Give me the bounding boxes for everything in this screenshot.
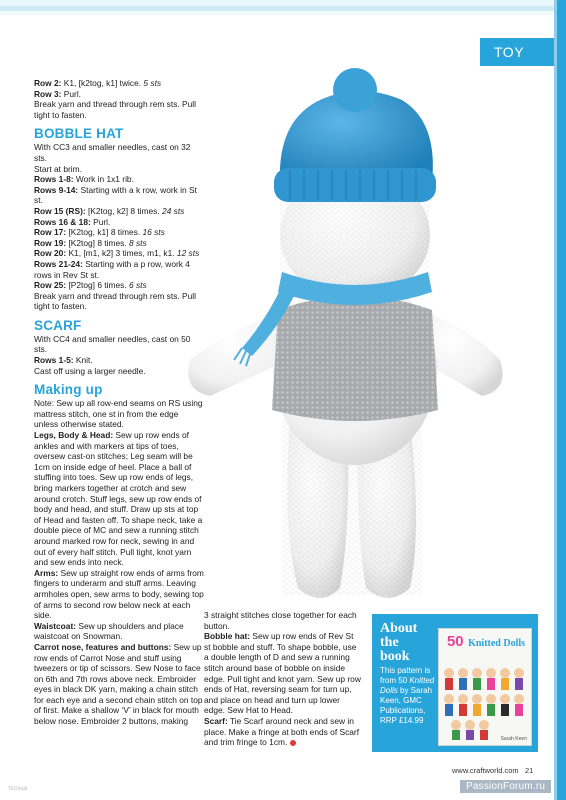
row-line: Break yarn and thread through rem sts. Pull tight to fasten. [34,290,196,312]
about-book-title: About the book [380,621,418,664]
about-book-text: This pattern is from 50 Knitted Dolls by Sarah Keen, GMC Publications, RRP £14.99 [380,666,435,725]
paragraph: Arms: Sew up straight row ends of arms from fingers to underarm and stuff arms. Leaving armholes open, sew arms to body, sewing top of arms to second row below neck at each side. [34,567,204,621]
row-line: Row 17: [K2tog, k1] 8 times. 16 sts [34,227,165,238]
row-line: With CC3 and smaller needles, cast on 32 sts. [34,142,191,163]
scarf-rows [34,334,204,376]
book-cover-image [438,628,532,746]
row-line: Break yarn and thread through rem sts. Pull tight to fasten. [34,99,196,120]
watermark: PassionForum.ru [460,780,551,793]
bobble-hat-heading: BOBBLE HAT [34,126,124,142]
page-edge-bar [554,0,566,800]
making-up-col1 [34,398,204,726]
pattern-column-left [34,78,204,727]
pattern-column-right [204,610,362,748]
row-line: Start at brim. [34,163,82,174]
row-line: Rows 9-14: Starting with a k row, work in St st. [34,184,197,206]
snowman-photo [170,60,530,620]
paragraph: Bobble hat: Sew up row ends of Rev St st bobble and stuff. To shape bobble, use a double length of D and sew a running stitch around base of bobble on inside edge. Pull tight and knot yarn. Sew up row ends of Hat, reversing seam for turn up, and place on head and turn up lower edge. Sew Hat to Head. [204,631,361,716]
bobble-hat-rows [34,142,204,312]
row-line: Row 15 (RS): [K2tog, k2] 8 times. 24 sts [34,205,185,216]
footer-url: www.craftworld.com [452,766,519,775]
cover-dolls-illustration [439,629,533,747]
paragraph: Note: Sew up all row-end seams on RS using mattress stitch, one st in from the edge unless otherwise stated. [34,398,203,430]
row-line: Row 25: [P2tog] 6 times. 6 sts [34,280,147,291]
paragraph: Scarf: Tie Scarf around neck and sew in place. Make a fringe at both ends of Scarf and trim fringe to 1cm. [204,715,360,748]
cover-author: Sarah Keen [500,736,527,742]
paragraph: 3 straight stitches close together for each button. [204,610,357,631]
row-line: Rows 16 & 18: Purl. [34,216,111,227]
row-line: Row 3: Purl. [34,88,82,99]
about-book-box [372,614,538,752]
row-line: Row 20: K1, [m1, k2] 3 times, m1, k1. 12 sts [34,248,200,259]
row-line: Row 2: K1, [k2tog, k1] twice. 5 sts [34,78,162,88]
scarf-heading: SCARF [34,317,82,333]
row-line: Rows 1-8: Work in 1x1 rib. [34,174,134,185]
paragraph: Waistcoat: Sew up shoulders and place waistcoat on Snowman. [34,620,184,642]
cover-title: 50 Knitted Dolls [446,633,526,650]
row-line: Rows 21-24: Starting with a p row, work 4 rows in Rev St st. [34,258,190,280]
end-mark-icon [290,740,296,746]
section-tab: TOY [480,38,554,66]
making-up-heading: Making up [34,382,103,398]
paragraph: Carrot nose, features and buttons: Sew up row ends of Carrot Nose and stuff using tweezers or tip of scissors. Sew Nose to face on 6th and 7th rows above neck. Embroider eyes in black DK yarn, making a chain stitch for each eye and a second chain stitch on top of first. Make a shallow ‘V’ in black for mouth below nose. Embroider 2 buttons, making [34,641,203,727]
hat-bobble [333,68,377,112]
page-number: 21 [525,766,534,775]
row-line: Rows 1-5: Knit. [34,355,93,366]
row-line: With CC4 and smaller needles, cast on 50 sts. [34,333,191,355]
row-line: Cast off using a larger needle. [34,365,146,376]
paragraph: Legs, Body & Head: Sew up row ends of ankles and with markers at tips of toes, oversew cast-on stitches; Leg seam will be 1cm on inside edge of heel. Place a ball of stuffing into toes. Sew up row ends of legs, bring markers together at crotch and sew around crotch. Stuff legs, sew up row ends of body and head, and stuff. Draw up sts at top of Head and fasten off. To shape neck, take a double piece of MC and sew a running stitch around marked row for neck, sewing in and out of every half stitch. Pull tight, knot yarn and sew ends into neck. [34,430,203,568]
row-line: Row 19: [K2tog] 8 times. 8 sts [34,237,147,248]
intro-rows [34,78,204,120]
small-print: Tk/2/pub [8,786,28,792]
top-decoration [0,0,566,18]
